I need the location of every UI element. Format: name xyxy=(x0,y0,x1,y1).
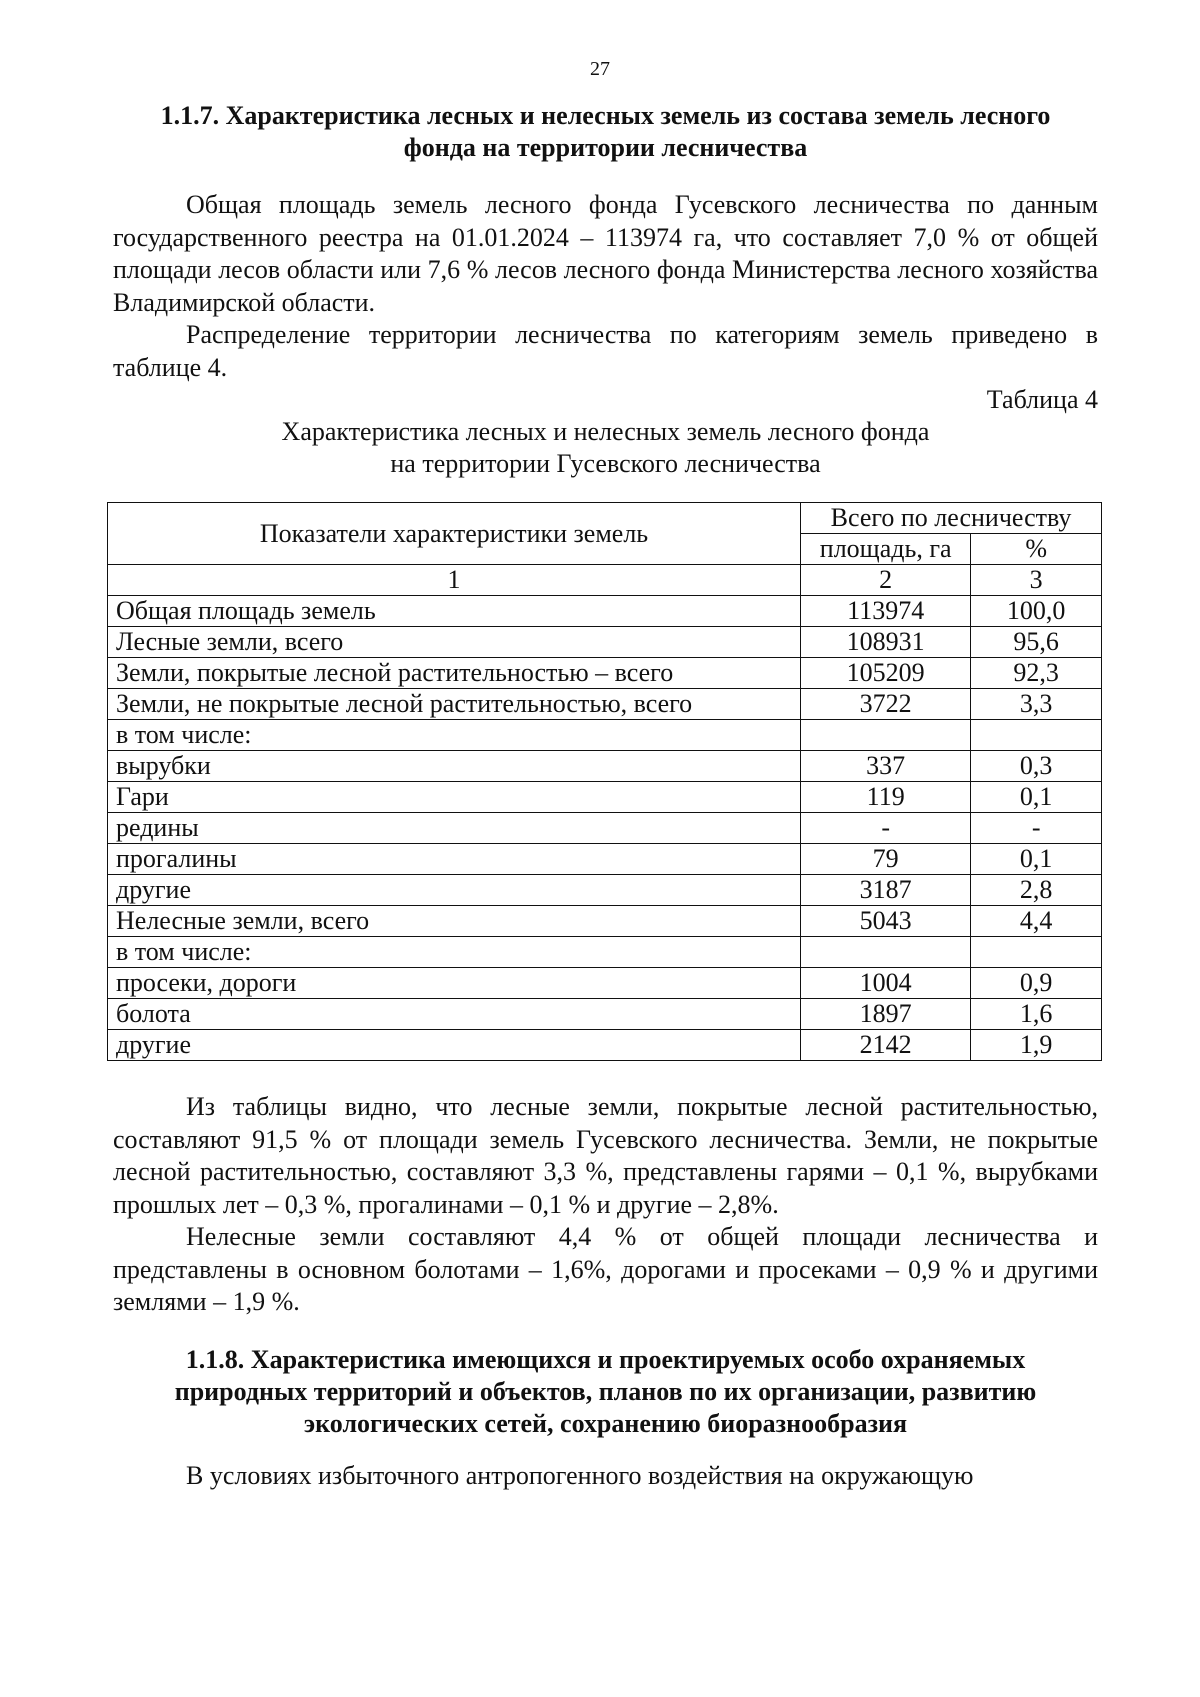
row-percent-cell: 1,9 xyxy=(971,1030,1102,1061)
row-area-cell: - xyxy=(801,813,971,844)
page-content xyxy=(113,100,1098,1492)
row-indicator-cell: вырубки xyxy=(108,751,801,782)
column-number-2: 2 xyxy=(801,565,971,596)
row-percent-cell: 3,3 xyxy=(971,689,1102,720)
table-body xyxy=(108,596,1102,1061)
row-percent-cell xyxy=(971,937,1102,968)
row-percent-cell: 4,4 xyxy=(971,906,1102,937)
row-percent-cell: 0,1 xyxy=(971,782,1102,813)
header-indicator: Показатели характеристики земель xyxy=(108,503,801,565)
row-area-cell xyxy=(801,937,971,968)
table-column-numbers-row xyxy=(108,565,1102,596)
table-row xyxy=(108,627,1102,658)
table-row xyxy=(108,782,1102,813)
row-percent-cell: - xyxy=(971,813,1102,844)
header-area: площадь, га xyxy=(801,534,971,565)
table-row xyxy=(108,658,1102,689)
row-indicator-cell: Земли, не покрытые лесной растительностью, всего xyxy=(108,689,801,720)
table-row xyxy=(108,844,1102,875)
row-area-cell: 1004 xyxy=(801,968,971,999)
row-indicator-cell: редины xyxy=(108,813,801,844)
row-indicator-cell: в том числе: xyxy=(108,937,801,968)
column-number-1: 1 xyxy=(108,565,801,596)
table-row xyxy=(108,937,1102,968)
table-caption-line-1: Характеристика лесных и нелесных земель лесного фонда xyxy=(281,417,930,446)
row-percent-cell: 1,6 xyxy=(971,999,1102,1030)
table-header xyxy=(108,503,1102,596)
section-heading-1-1-7: 1.1.7. Характеристика лесных и нелесных земель из состава земель лесного фонда на территории лесничества xyxy=(160,101,1051,162)
table-row xyxy=(108,1030,1102,1061)
row-percent-cell: 0,1 xyxy=(971,844,1102,875)
table-label: Таблица 4 xyxy=(986,385,1098,414)
row-percent-cell: 95,6 xyxy=(971,627,1102,658)
row-indicator-cell: Земли, покрытые лесной растительностью – всего xyxy=(108,658,801,689)
table-row xyxy=(108,689,1102,720)
row-indicator-cell: другие xyxy=(108,1030,801,1061)
analysis-paragraph-nonforest: Нелесные земли составляют 4,4 % от общей площади лесничества и представлены в основном болотами – 1,6%, дорогами и просеками – 0,9 % и другими землями – 1,9 %. xyxy=(113,1222,1098,1316)
row-indicator-cell: Общая площадь земель xyxy=(108,596,801,627)
column-number-3: 3 xyxy=(971,565,1102,596)
section-1-1-8-paragraph: В условиях избыточного антропогенного воздействия на окружающую xyxy=(186,1460,974,1490)
analysis-paragraph-forest: Из таблицы видно, что лесные земли, покрытые лесной растительностью, составляют 91,5 % от площади земель Гусевского лесничества. Земли, не покрытые лесной растительностью, составляют 3,3 %, представлены гарями – 0,1 %, вырубками прошлых лет – 0,3 %, прогалинами – 0,1 % и другие – 2,8%. xyxy=(113,1092,1098,1219)
table-row xyxy=(108,906,1102,937)
intro-paragraph-distribution: Распределение территории лесничества по категориям земель приведено в таблице 4. xyxy=(113,320,1098,382)
row-percent-cell xyxy=(971,720,1102,751)
table-row xyxy=(108,596,1102,627)
table-header-row-1 xyxy=(108,503,1102,534)
row-indicator-cell: Гари xyxy=(108,782,801,813)
row-area-cell: 119 xyxy=(801,782,971,813)
intro-paragraph-area: Общая площадь земель лесного фонда Гусевского лесничества по данным государственного реестра на 01.01.2024 – 113974 га, что составляет 7,0 % от общей площади лесов области или 7,6 % лесов лесного фонда Министерства лесного хозяйства Владимирской области. xyxy=(113,190,1098,317)
row-percent-cell: 2,8 xyxy=(971,875,1102,906)
row-percent-cell: 92,3 xyxy=(971,658,1102,689)
table-row xyxy=(108,720,1102,751)
row-indicator-cell: просеки, дороги xyxy=(108,968,801,999)
row-area-cell: 2142 xyxy=(801,1030,971,1061)
table-row xyxy=(108,813,1102,844)
row-area-cell: 337 xyxy=(801,751,971,782)
row-area-cell: 3722 xyxy=(801,689,971,720)
header-total-group: Всего по лесничеству xyxy=(801,503,1102,534)
row-indicator-cell: Нелесные земли, всего xyxy=(108,906,801,937)
row-indicator-cell: прогалины xyxy=(108,844,801,875)
row-area-cell: 79 xyxy=(801,844,971,875)
section-heading-1-1-8: 1.1.8. Характеристика имеющихся и проектируемых особо охраняемых природных территорий и объектов, планов по их организации, развитию экологических сетей, сохранению биоразнообразия xyxy=(174,1344,1037,1438)
row-area-cell: 5043 xyxy=(801,906,971,937)
table-row xyxy=(108,875,1102,906)
lands-table xyxy=(107,502,1102,1061)
header-percent: % xyxy=(971,534,1102,565)
row-percent-cell: 0,3 xyxy=(971,751,1102,782)
row-area-cell: 1897 xyxy=(801,999,971,1030)
row-percent-cell: 100,0 xyxy=(971,596,1102,627)
table-row xyxy=(108,999,1102,1030)
row-indicator-cell: болота xyxy=(108,999,801,1030)
row-indicator-cell: в том числе: xyxy=(108,720,801,751)
row-area-cell xyxy=(801,720,971,751)
row-area-cell: 113974 xyxy=(801,596,971,627)
row-indicator-cell: другие xyxy=(108,875,801,906)
row-indicator-cell: Лесные земли, всего xyxy=(108,627,801,658)
table-caption-line-2: на территории Гусевского лесничества xyxy=(390,449,821,478)
row-area-cell: 105209 xyxy=(801,658,971,689)
row-area-cell: 3187 xyxy=(801,875,971,906)
row-area-cell: 108931 xyxy=(801,627,971,658)
page-number: 27 xyxy=(590,58,610,80)
table-row xyxy=(108,968,1102,999)
table-row xyxy=(108,751,1102,782)
row-percent-cell: 0,9 xyxy=(971,968,1102,999)
